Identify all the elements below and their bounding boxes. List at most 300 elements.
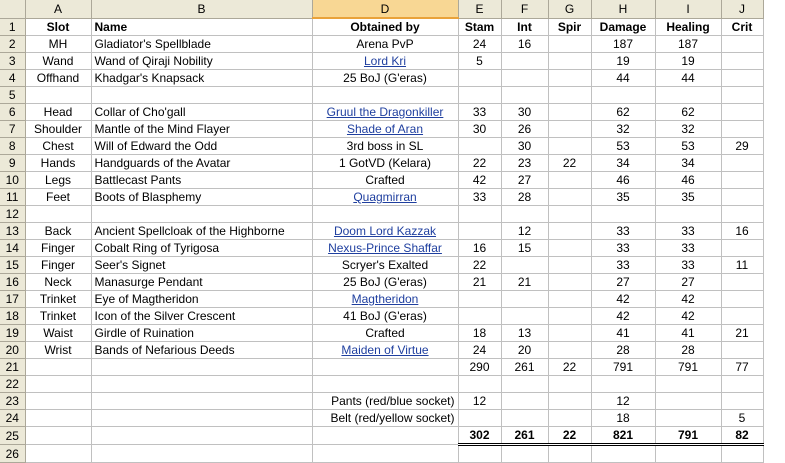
cell-obtained[interactable] xyxy=(312,87,458,104)
cell-obtained[interactable] xyxy=(312,138,458,155)
cell-subtotal-damage[interactable]: 791 xyxy=(591,359,655,376)
header-row xyxy=(0,18,763,36)
cell-slot[interactable]: Wand xyxy=(25,53,91,70)
column-header-h[interactable]: H xyxy=(591,0,655,18)
cell-spir[interactable] xyxy=(548,172,591,189)
cell-damage[interactable]: 28 xyxy=(591,342,655,359)
cell-spir[interactable]: 22 xyxy=(548,155,591,172)
cell-obtained[interactable] xyxy=(312,308,458,325)
cell-stam[interactable]: 21 xyxy=(458,274,501,291)
cell-spir[interactable] xyxy=(548,291,591,308)
cell-healing[interactable]: 42 xyxy=(655,291,721,308)
cell-obtained[interactable] xyxy=(312,342,458,359)
cell-stam[interactable] xyxy=(458,70,501,87)
cell-crit[interactable] xyxy=(721,189,763,206)
table-row xyxy=(0,138,763,155)
cell-obtained[interactable] xyxy=(312,172,458,189)
table-row-empty xyxy=(0,376,763,393)
cell-empty[interactable] xyxy=(655,376,721,393)
cell-header-crit[interactable]: Crit xyxy=(721,18,763,36)
cell-empty[interactable] xyxy=(25,393,91,410)
column-header-a[interactable]: A xyxy=(25,0,91,18)
cell-damage[interactable]: 42 xyxy=(591,291,655,308)
cell-stam[interactable]: 24 xyxy=(458,342,501,359)
cell-spir[interactable] xyxy=(548,36,591,53)
cell-slot[interactable]: Trinket xyxy=(25,308,91,325)
cell-name[interactable]: Mantle of the Mind Flayer xyxy=(91,121,312,138)
cell-int[interactable]: 30 xyxy=(501,104,548,121)
cell-healing[interactable]: 44 xyxy=(655,70,721,87)
cell-stam[interactable]: 22 xyxy=(458,257,501,274)
cell-empty[interactable] xyxy=(312,445,458,463)
cell-subtotal-int[interactable]: 261 xyxy=(501,359,548,376)
cell-healing[interactable]: 33 xyxy=(655,223,721,240)
cell-empty[interactable] xyxy=(312,376,458,393)
cell-slot[interactable]: Feet xyxy=(25,189,91,206)
cell-stam[interactable]: 30 xyxy=(458,121,501,138)
cell-healing[interactable]: 34 xyxy=(655,155,721,172)
cell-int[interactable] xyxy=(501,410,548,427)
cell-header-healing[interactable]: Healing xyxy=(655,18,721,36)
cell-empty[interactable] xyxy=(25,427,91,445)
cell-crit[interactable] xyxy=(721,36,763,53)
cell-slot[interactable]: Back xyxy=(25,223,91,240)
cell-healing[interactable]: 28 xyxy=(655,342,721,359)
cell-stam[interactable] xyxy=(458,87,501,104)
table-row xyxy=(0,172,763,189)
cell-empty[interactable] xyxy=(548,376,591,393)
cell-damage[interactable]: 32 xyxy=(591,121,655,138)
row-header[interactable]: 13 xyxy=(0,223,25,240)
obtained-text: 25 BoJ (G'eras) xyxy=(343,275,427,289)
cell-empty[interactable] xyxy=(91,410,312,427)
cell-damage[interactable]: 41 xyxy=(591,325,655,342)
cell-stam[interactable] xyxy=(458,291,501,308)
row-header[interactable]: 18 xyxy=(0,308,25,325)
cell-crit[interactable] xyxy=(721,240,763,257)
cell-damage[interactable]: 33 xyxy=(591,223,655,240)
cell-obtained[interactable] xyxy=(312,189,458,206)
cell-int[interactable]: 13 xyxy=(501,325,548,342)
cell-spir[interactable] xyxy=(548,257,591,274)
cell-empty[interactable] xyxy=(25,359,91,376)
cell-spir[interactable] xyxy=(548,393,591,410)
cell-socket-label[interactable]: Belt (red/yellow socket) xyxy=(312,410,458,427)
cell-crit[interactable] xyxy=(721,172,763,189)
cell-int[interactable]: 28 xyxy=(501,189,548,206)
obtained-link[interactable]: Doom Lord Kazzak xyxy=(333,224,437,238)
cell-empty[interactable] xyxy=(458,445,501,463)
cell-crit[interactable] xyxy=(721,53,763,70)
cell-name[interactable]: Battlecast Pants xyxy=(91,172,312,189)
cell-total-stam[interactable]: 302 xyxy=(458,427,501,445)
cell-damage[interactable]: 33 xyxy=(591,257,655,274)
cell-subtotal-stam[interactable]: 290 xyxy=(458,359,501,376)
cell-healing[interactable]: 19 xyxy=(655,53,721,70)
cell-crit[interactable] xyxy=(721,393,763,410)
cell-healing[interactable]: 33 xyxy=(655,240,721,257)
cell-int[interactable]: 15 xyxy=(501,240,548,257)
cell-damage[interactable]: 12 xyxy=(591,393,655,410)
cell-stam[interactable] xyxy=(458,410,501,427)
cell-spir[interactable] xyxy=(548,121,591,138)
cell-name[interactable]: Icon of the Silver Crescent xyxy=(91,308,312,325)
total-row xyxy=(0,427,763,445)
cell-obtained[interactable] xyxy=(312,240,458,257)
cell-obtained[interactable] xyxy=(312,53,458,70)
obtained-text: Arena PvP xyxy=(356,37,414,51)
cell-obtained[interactable] xyxy=(312,223,458,240)
cell-name[interactable]: Seer's Signet xyxy=(91,257,312,274)
cell-healing[interactable]: 62 xyxy=(655,104,721,121)
cell-name[interactable]: Manasurge Pendant xyxy=(91,274,312,291)
cell-name[interactable] xyxy=(91,206,312,223)
obtained-link[interactable]: Maiden of Virtue xyxy=(341,343,429,357)
cell-damage[interactable]: 35 xyxy=(591,189,655,206)
cell-empty[interactable] xyxy=(655,445,721,463)
cell-stam[interactable] xyxy=(458,223,501,240)
cell-healing[interactable] xyxy=(655,87,721,104)
cell-slot[interactable]: Head xyxy=(25,104,91,121)
cell-socket-label[interactable]: Pants (red/blue socket) xyxy=(312,393,458,410)
cell-name[interactable]: Collar of Cho'gall xyxy=(91,104,312,121)
cell-int[interactable]: 16 xyxy=(501,36,548,53)
cell-spir[interactable] xyxy=(548,342,591,359)
cell-total-damage[interactable]: 821 xyxy=(591,427,655,445)
cell-healing[interactable]: 33 xyxy=(655,257,721,274)
cell-crit[interactable]: 11 xyxy=(721,257,763,274)
cell-stam[interactable]: 33 xyxy=(458,189,501,206)
cell-empty[interactable] xyxy=(458,376,501,393)
cell-obtained[interactable] xyxy=(312,155,458,172)
cell-int[interactable]: 30 xyxy=(501,138,548,155)
obtained-link[interactable]: Gruul the Dragonkiller xyxy=(326,105,444,119)
row-header[interactable]: 26 xyxy=(0,445,25,463)
cell-crit[interactable] xyxy=(721,291,763,308)
cell-obtained[interactable] xyxy=(312,206,458,223)
cell-name[interactable]: Gladiator's Spellblade xyxy=(91,36,312,53)
row-header[interactable]: 15 xyxy=(0,257,25,274)
cell-subtotal-spir[interactable]: 22 xyxy=(548,359,591,376)
row-header[interactable]: 1 xyxy=(0,18,25,36)
cell-int[interactable] xyxy=(501,53,548,70)
cell-crit[interactable]: 16 xyxy=(721,223,763,240)
cell-crit[interactable] xyxy=(721,121,763,138)
cell-int[interactable] xyxy=(501,393,548,410)
cell-empty[interactable] xyxy=(501,445,548,463)
cell-stam[interactable] xyxy=(458,206,501,223)
cell-name[interactable]: Handguards of the Avatar xyxy=(91,155,312,172)
cell-stam[interactable]: 12 xyxy=(458,393,501,410)
cell-healing[interactable]: 32 xyxy=(655,121,721,138)
cell-empty[interactable] xyxy=(91,427,312,445)
cell-obtained[interactable] xyxy=(312,291,458,308)
cell-subtotal-healing[interactable]: 791 xyxy=(655,359,721,376)
cell-stam[interactable] xyxy=(458,308,501,325)
obtained-link[interactable]: Quagmirran xyxy=(353,190,417,204)
cell-empty[interactable] xyxy=(721,445,763,463)
cell-int[interactable] xyxy=(501,206,548,223)
cell-healing[interactable] xyxy=(655,410,721,427)
row-header[interactable]: 19 xyxy=(0,325,25,342)
obtained-text: 1 GotVD (Kelara) xyxy=(338,156,432,170)
cell-slot[interactable]: Neck xyxy=(25,274,91,291)
column-header-d-selected[interactable]: D xyxy=(312,0,458,18)
cell-crit[interactable] xyxy=(721,308,763,325)
column-header-f[interactable]: F xyxy=(501,0,548,18)
cell-healing[interactable]: 42 xyxy=(655,308,721,325)
cell-total-healing[interactable]: 791 xyxy=(655,427,721,445)
table-row xyxy=(0,189,763,206)
row-header[interactable]: 14 xyxy=(0,240,25,257)
cell-empty[interactable] xyxy=(25,410,91,427)
cell-spir[interactable] xyxy=(548,325,591,342)
cell-int[interactable]: 12 xyxy=(501,223,548,240)
cell-slot[interactable]: Shoulder xyxy=(25,121,91,138)
cell-name[interactable]: Khadgar's Knapsack xyxy=(91,70,312,87)
obtained-text: Crafted xyxy=(365,173,405,187)
cell-name[interactable] xyxy=(91,87,312,104)
cell-spir[interactable] xyxy=(548,223,591,240)
cell-empty[interactable] xyxy=(91,445,312,463)
cell-crit[interactable] xyxy=(721,274,763,291)
cell-empty[interactable] xyxy=(25,376,91,393)
cell-healing[interactable]: 53 xyxy=(655,138,721,155)
row-header[interactable]: 9 xyxy=(0,155,25,172)
cell-empty[interactable] xyxy=(501,376,548,393)
cell-name[interactable]: Cobalt Ring of Tyrigosa xyxy=(91,240,312,257)
row-header[interactable]: 6 xyxy=(0,104,25,121)
cell-damage[interactable]: 53 xyxy=(591,138,655,155)
cell-damage[interactable]: 44 xyxy=(591,70,655,87)
cell-spir[interactable] xyxy=(548,104,591,121)
table-row xyxy=(0,223,763,240)
cell-stam[interactable]: 33 xyxy=(458,104,501,121)
table-row xyxy=(0,70,763,87)
cell-int[interactable] xyxy=(501,257,548,274)
table-row xyxy=(0,206,763,223)
cell-stam[interactable]: 24 xyxy=(458,36,501,53)
obtained-link[interactable]: Magtheridon xyxy=(351,292,419,306)
cell-spir[interactable] xyxy=(548,274,591,291)
cell-healing[interactable]: 46 xyxy=(655,172,721,189)
cell-stam[interactable] xyxy=(458,138,501,155)
cell-header-name[interactable]: Name xyxy=(91,18,312,36)
row-header[interactable]: 12 xyxy=(0,206,25,223)
column-header-b[interactable]: B xyxy=(91,0,312,18)
cell-spir[interactable] xyxy=(548,308,591,325)
cell-empty[interactable] xyxy=(312,359,458,376)
obtained-link[interactable]: Nexus-Prince Shaffar xyxy=(328,241,442,255)
cell-int[interactable]: 20 xyxy=(501,342,548,359)
cell-header-slot[interactable]: Slot xyxy=(25,18,91,36)
cell-name[interactable]: Will of Edward the Odd xyxy=(91,138,312,155)
cell-int[interactable] xyxy=(501,87,548,104)
table-row xyxy=(0,155,763,172)
cell-header-spir[interactable]: Spir xyxy=(548,18,591,36)
cell-slot[interactable]: Chest xyxy=(25,138,91,155)
cell-healing[interactable]: 27 xyxy=(655,274,721,291)
cell-empty[interactable] xyxy=(312,427,458,445)
cell-crit[interactable] xyxy=(721,206,763,223)
cell-obtained[interactable] xyxy=(312,121,458,138)
cell-damage[interactable] xyxy=(591,87,655,104)
cell-healing[interactable]: 35 xyxy=(655,189,721,206)
cell-slot[interactable]: Legs xyxy=(25,172,91,189)
cell-empty[interactable] xyxy=(721,376,763,393)
cell-damage[interactable]: 42 xyxy=(591,308,655,325)
cell-name[interactable]: Boots of Blasphemy xyxy=(91,189,312,206)
row-header[interactable]: 25 xyxy=(0,427,25,445)
row-header[interactable]: 24 xyxy=(0,410,25,427)
cell-slot[interactable]: Trinket xyxy=(25,291,91,308)
cell-slot[interactable]: Waist xyxy=(25,325,91,342)
cell-name[interactable]: Girdle of Ruination xyxy=(91,325,312,342)
cell-int[interactable] xyxy=(501,70,548,87)
column-header-j[interactable]: J xyxy=(721,0,763,18)
obtained-link[interactable]: Lord Kri xyxy=(363,54,407,68)
cell-header-int[interactable]: Int xyxy=(501,18,548,36)
cell-healing[interactable]: 187 xyxy=(655,36,721,53)
cell-spir[interactable] xyxy=(548,206,591,223)
cell-name[interactable]: Bands of Nefarious Deeds xyxy=(91,342,312,359)
cell-spir[interactable] xyxy=(548,189,591,206)
cell-damage[interactable]: 27 xyxy=(591,274,655,291)
cell-damage[interactable]: 33 xyxy=(591,240,655,257)
cell-damage[interactable]: 187 xyxy=(591,36,655,53)
cell-crit[interactable] xyxy=(721,87,763,104)
cell-stam[interactable]: 16 xyxy=(458,240,501,257)
select-all-corner[interactable] xyxy=(0,0,25,18)
cell-crit[interactable]: 21 xyxy=(721,325,763,342)
row-header[interactable]: 20 xyxy=(0,342,25,359)
cell-spir[interactable] xyxy=(548,53,591,70)
cell-spir[interactable] xyxy=(548,410,591,427)
cell-int[interactable] xyxy=(501,291,548,308)
column-header-g[interactable]: G xyxy=(548,0,591,18)
cell-total-crit[interactable]: 82 xyxy=(721,427,763,445)
cell-int[interactable]: 27 xyxy=(501,172,548,189)
cell-crit[interactable]: 29 xyxy=(721,138,763,155)
cell-slot[interactable]: Offhand xyxy=(25,70,91,87)
cell-stam[interactable]: 42 xyxy=(458,172,501,189)
cell-damage[interactable]: 62 xyxy=(591,104,655,121)
cell-empty[interactable] xyxy=(591,376,655,393)
cell-spir[interactable] xyxy=(548,87,591,104)
cell-slot[interactable]: Finger xyxy=(25,257,91,274)
cell-int[interactable] xyxy=(501,308,548,325)
row-header[interactable]: 8 xyxy=(0,138,25,155)
cell-stam[interactable]: 5 xyxy=(458,53,501,70)
cell-obtained[interactable] xyxy=(312,274,458,291)
cell-int[interactable]: 23 xyxy=(501,155,548,172)
cell-crit[interactable] xyxy=(721,155,763,172)
cell-spir[interactable] xyxy=(548,240,591,257)
cell-slot[interactable]: Wrist xyxy=(25,342,91,359)
cell-slot[interactable]: Finger xyxy=(25,240,91,257)
cell-obtained[interactable] xyxy=(312,104,458,121)
cell-damage[interactable] xyxy=(591,206,655,223)
cell-slot[interactable] xyxy=(25,87,91,104)
obtained-text: 3rd boss in SL xyxy=(346,139,424,153)
row-header[interactable]: 23 xyxy=(0,393,25,410)
obtained-text: 25 BoJ (G'eras) xyxy=(343,71,427,85)
row-header[interactable]: 7 xyxy=(0,121,25,138)
row-header[interactable]: 16 xyxy=(0,274,25,291)
cell-obtained[interactable] xyxy=(312,36,458,53)
socket-row xyxy=(0,410,763,427)
cell-healing[interactable] xyxy=(655,393,721,410)
cell-header-stam[interactable]: Stam xyxy=(458,18,501,36)
cell-spir[interactable] xyxy=(548,138,591,155)
row-header[interactable]: 21 xyxy=(0,359,25,376)
cell-damage[interactable]: 19 xyxy=(591,53,655,70)
cell-total-spir[interactable]: 22 xyxy=(548,427,591,445)
row-header[interactable]: 4 xyxy=(0,70,25,87)
row-header[interactable]: 5 xyxy=(0,87,25,104)
cell-empty[interactable] xyxy=(91,376,312,393)
cell-empty[interactable] xyxy=(25,445,91,463)
socket-row xyxy=(0,393,763,410)
row-header[interactable]: 10 xyxy=(0,172,25,189)
cell-slot[interactable]: Hands xyxy=(25,155,91,172)
cell-empty[interactable] xyxy=(91,393,312,410)
cell-damage[interactable]: 34 xyxy=(591,155,655,172)
table-row xyxy=(0,53,763,70)
column-header-i[interactable]: I xyxy=(655,0,721,18)
row-header[interactable]: 22 xyxy=(0,376,25,393)
cell-empty[interactable] xyxy=(91,359,312,376)
cell-name[interactable]: Wand of Qiraji Nobility xyxy=(91,53,312,70)
table-row xyxy=(0,36,763,53)
cell-slot[interactable] xyxy=(25,206,91,223)
cell-obtained[interactable] xyxy=(312,257,458,274)
cell-crit[interactable] xyxy=(721,104,763,121)
cell-damage[interactable]: 46 xyxy=(591,172,655,189)
row-header[interactable]: 11 xyxy=(0,189,25,206)
cell-spir[interactable] xyxy=(548,70,591,87)
cell-obtained[interactable] xyxy=(312,70,458,87)
cell-crit[interactable]: 5 xyxy=(721,410,763,427)
cell-int[interactable]: 21 xyxy=(501,274,548,291)
cell-healing[interactable] xyxy=(655,206,721,223)
cell-stam[interactable]: 18 xyxy=(458,325,501,342)
row-header[interactable]: 3 xyxy=(0,53,25,70)
obtained-link[interactable]: Shade of Aran xyxy=(346,122,424,136)
cell-empty[interactable] xyxy=(591,445,655,463)
cell-damage[interactable]: 18 xyxy=(591,410,655,427)
cell-slot[interactable]: MH xyxy=(25,36,91,53)
cell-total-int[interactable]: 261 xyxy=(501,427,548,445)
cell-stam[interactable]: 22 xyxy=(458,155,501,172)
cell-name[interactable]: Eye of Magtheridon xyxy=(91,291,312,308)
cell-empty[interactable] xyxy=(548,445,591,463)
row-header[interactable]: 17 xyxy=(0,291,25,308)
cell-crit[interactable] xyxy=(721,342,763,359)
cell-name[interactable]: Ancient Spellcloak of the Highborne xyxy=(91,223,312,240)
cell-header-damage[interactable]: Damage xyxy=(591,18,655,36)
cell-healing[interactable]: 41 xyxy=(655,325,721,342)
cell-header-obtained[interactable]: Obtained by xyxy=(312,18,458,36)
subtotal-row xyxy=(0,359,763,376)
cell-subtotal-crit[interactable]: 77 xyxy=(721,359,763,376)
table-row xyxy=(0,257,763,274)
cell-crit[interactable] xyxy=(721,70,763,87)
cell-obtained[interactable] xyxy=(312,325,458,342)
column-header-e[interactable]: E xyxy=(458,0,501,18)
row-header[interactable]: 2 xyxy=(0,36,25,53)
cell-int[interactable]: 26 xyxy=(501,121,548,138)
